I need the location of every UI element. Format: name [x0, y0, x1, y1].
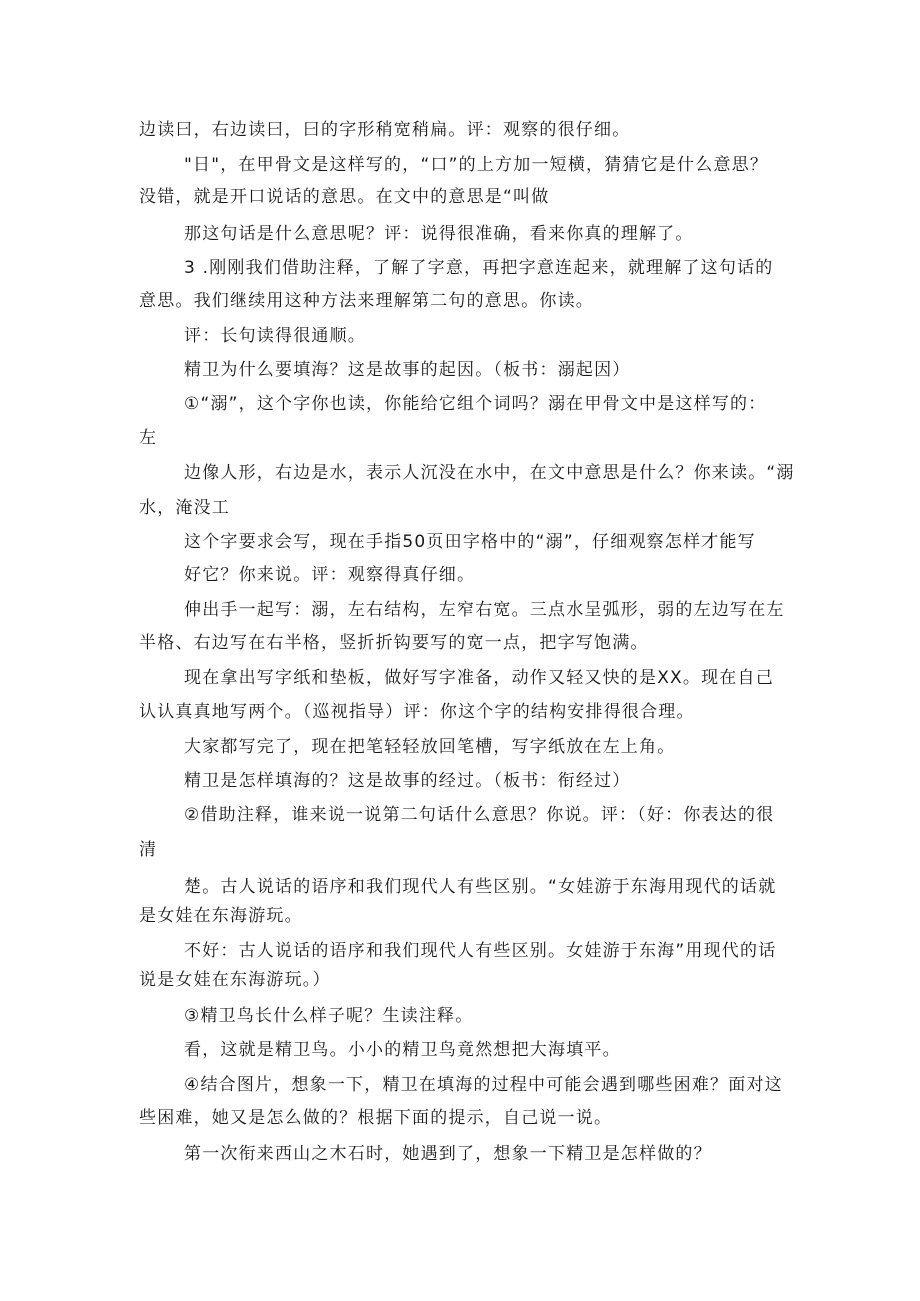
text-line: 好它？你来说。评：观察得真仔细。 [184, 565, 476, 585]
text-line: 左 [139, 428, 158, 448]
text-line: 看，这就是精卫鸟。小小的精卫鸟竟然想把大海填平。 [184, 1040, 621, 1060]
text-line: 是女娃在东海游玩。 [139, 906, 303, 926]
text-line: 现在拿出写字纸和垫板，做好写字准备，动作又轻又快的是XX。现在自己 [184, 668, 774, 688]
text-line: 大家都写完了，现在把笔轻轻放回笔槽，写字纸放在左上角。 [184, 737, 676, 757]
text-line: 那这句话是什么意思呢？评：说得很准确，看来你真的理解了。 [184, 224, 694, 244]
text-line: 伸出手一起写：溺，左右结构，左窄右宽。三点水呈弧形，弱的左边写在左 [184, 600, 785, 620]
text-line: 第一次衔来西山之木石时，她遇到了，想象一下精卫是怎样做的？ [184, 1144, 712, 1164]
text-line: 楚。古人说话的语序和我们现代人有些区别。“女娃游于东海用现代的话就 [184, 877, 777, 897]
text-line: 清 [139, 840, 158, 860]
text-line: 些困难，她又是怎么做的？根据下面的提示，自己说一说。 [139, 1108, 613, 1128]
text-line: "日"，在甲骨文是这样写的，“口”的上方加一短横，猜猜它是什么意思？ [184, 155, 769, 175]
text-line: 这个字要求会写，现在手指50页田字格中的“溺”，仔细观察怎样才能写 [184, 532, 756, 552]
text-line: 认认真真地写两个。（巡视指导）评：你这个字的结构安排得很合理。 [139, 702, 695, 722]
text-line: 3 .刚刚我们借助注释，了解了字意，再把字意连起来，就理解了这句话的 [184, 258, 774, 278]
text-line: 边像人形，右边是水，表示人沉没在水中，在文中意思是什么？你来读。“溺 [184, 463, 795, 483]
text-line: 精卫是怎样填海的？这是故事的经过。（板书：衔经过） [184, 771, 631, 791]
text-line: 边读曰，右边读曰，曰的字形稍宽稍扁。评：观察的很仔细。 [139, 120, 631, 140]
text-line: 水，淹没工 [139, 498, 230, 518]
text-line: 不好：古人说话的语序和我们现代人有些区别。女娃游于东海”用现代的话 [184, 941, 777, 961]
text-line: 半格、右边写在右半格，竖折折钩要写的宽一点，把字写饱满。 [139, 633, 649, 653]
text-line: 精卫为什么要填海？这是故事的起因。（板书：溺起因） [184, 360, 631, 380]
text-line: 没错，就是开口说话的意思。在文中的意思是“叫做 [139, 187, 550, 207]
text-line: ①“溺”，这个字你也读，你能给它组个词吗？溺在甲骨文中是这样写的： [184, 394, 767, 414]
text-line: ④结合图片，想象一下，精卫在填海的过程中可能会遇到哪些困难？面对这 [184, 1075, 783, 1095]
text-line: 意思。我们继续用这种方法来理解第二句的意思。你读。 [139, 291, 594, 311]
text-line: ③精卫鸟长什么样子呢？生读注释。 [184, 1006, 474, 1026]
text-line: 评：长句读得很通顺。 [184, 326, 366, 346]
text-line: ②借助注释，谁来说一说第二句话什么意思？你说。评：（好：你表达的很 [184, 805, 775, 825]
text-line: 说是女娃在东海游玩。） [139, 970, 331, 990]
